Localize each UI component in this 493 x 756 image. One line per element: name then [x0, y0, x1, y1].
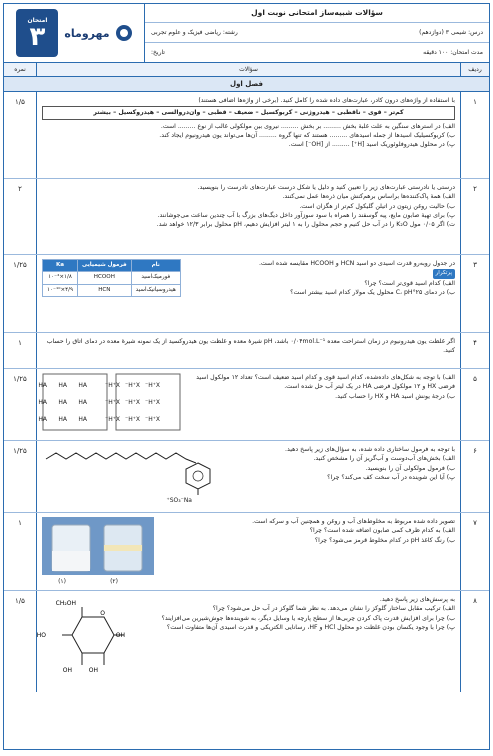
header-info [145, 4, 489, 62]
q8-part-b: ب) چرا برای افزایش قدرت پاک کردن چربی‌ها از سطح پارچه یا وسایل دیگر، به شوینده‌ها جوش‌شیرین می‌افزایند؟ [161, 614, 455, 622]
molecule-label: HA [38, 382, 47, 389]
q5-part-a: الف) با توجه به شکل‌های داده‌شده، کدام اسید قوی و کدام اسید ضعیف است؟ تعداد ۱۲ مولکول اسید فرضی HX و ۱۲ مولکول فرضی HA در یک لیتر آب حل شده است. [196, 374, 455, 391]
q7-part-b: ب) رنگ کاغذ pH در کدام مخلوط قرمز می‌شود؟ چرا؟ [314, 536, 455, 544]
q4-text: اگر غلظت یون هیدرونیوم در زمان استراحت معده ۰/۰۴mol.L⁻¹ باشد، pH شیرهٔ معده و غلظت یون هیدروکسید از یک نمونه شیرهٔ معده در دمای اتاق را حساب کنید. [46, 338, 455, 355]
question-score: ۱ [4, 333, 37, 368]
question-2 [4, 179, 489, 255]
molecule-label: H⁺X⁻ [125, 416, 140, 423]
ha-molecules [38, 382, 88, 423]
duration-label: مدت امتحان: ۱۰۰ دقیقه [423, 49, 483, 56]
q2-part-c: پ) برای تهیهٔ صابون مایع، پیه گوسفند را همراه با سود سوزآور داخل دیگ‌های بزرگ با آب چندین ساعت می‌جوشانند. [157, 211, 455, 219]
question-number: ۲ [460, 179, 489, 254]
q7-part-a: الف) به کدام ظرف کمی صابون اضافه شده است؟ چرا؟ [309, 527, 455, 535]
brand-logo-icon [116, 25, 132, 41]
frequent-badge: پرتکرار [433, 269, 455, 278]
q6-part-c: پ) آیا این شوینده در آب سخت کف می‌کند؟ چرا؟ [327, 473, 455, 481]
q2-part-a: الف) همهٔ پاک‌کننده‌ها براساس برهم‌کنش میان ذره‌ها عمل نمی‌کنند. [282, 193, 455, 201]
molecule-label: H⁺X⁻ [125, 382, 140, 389]
field-label: رشته: ریاضی فیزیک و علوم تجربی [151, 29, 238, 36]
brand-block [4, 4, 145, 62]
pyranose-ring [72, 617, 114, 653]
col-num: ردیف [460, 63, 489, 76]
q6-part-b: ب) فرمول مولکولی آن را بنویسید. [365, 464, 455, 472]
alkyl-chain [46, 453, 196, 463]
column-headers [4, 63, 489, 77]
sulfonate-group: SO₃⁻Na⁺ [166, 497, 192, 504]
svg-text:CH₂OH: CH₂OH [55, 600, 76, 607]
molecule-label: H⁺X⁻ [125, 399, 140, 406]
col-score: نمره [4, 63, 37, 76]
molecule-label: H⁺X⁻ [145, 399, 160, 406]
q3-intro: در جدول روبه‌رو قدرت اسیدی دو اسید HCN و HCOOH مقایسه شده است. [258, 260, 455, 267]
molecule-label: HA [78, 399, 87, 406]
question-score: ۲ [4, 179, 37, 254]
table-header: نام [131, 260, 180, 272]
exam-word: امتحان [27, 16, 48, 24]
molecule-label: H⁺X⁻ [105, 382, 120, 389]
molecule-label: H⁺X⁻ [145, 416, 160, 423]
exam-number-badge [16, 9, 58, 57]
question-number: ۸ [460, 591, 489, 692]
question-score: ۱/۵ [4, 591, 37, 692]
question-score: ۱/۵ [4, 92, 37, 178]
table-row: فورمیک‌اسید HCOOH ۱/۸×۱۰⁻⁴ [43, 272, 181, 284]
molecule-label: HA [38, 399, 47, 406]
word-box: کم‌تر – قوی – ناقطبی – هیدروژنی – کربوکسیل – ضعیف – قطبی – وان‌دروالسی – هیدروکسیل – بیشتر [42, 106, 455, 119]
q1-part-a: الف) در استرهای سنگین به علت غلبهٔ بخش ......... بر بخش ......... نیروی بین مولکولی غالب از نوع ......... است. [160, 122, 455, 130]
molecule-label: HA [38, 416, 47, 423]
q1-intro: با استفاده از واژه‌های درون کادر، عبارت‌های داده شده را کامل کنید. (برخی از واژه‌ها اضافی هستند) [198, 97, 455, 104]
q8-intro: به پرسش‌های زیر پاسخ دهید. [379, 596, 455, 603]
q3-part-a: الف) کدام اسید قوی‌تر است؟ چرا؟ [364, 279, 455, 287]
question-score: ۱/۲۵ [4, 369, 37, 440]
molecule-label: H⁺X⁻ [105, 399, 120, 406]
question-number: ۵ [460, 369, 489, 440]
svg-text:HO: HO [36, 632, 46, 639]
q5-part-b: ب) درجهٔ یونش اسید HA و HX را حساب کنید. [335, 392, 455, 400]
page-title: سؤالات شبیه‌ساز امتحانی نوبت اول [145, 4, 489, 23]
table-row: هیدروسیانیک‌اسید HCN ۴/۹×۱۰⁻¹⁰ [43, 284, 181, 296]
molecule-label: HA [58, 399, 67, 406]
q2-intro: درستی یا نادرستی عبارت‌های زیر را تعیین کنید و دلیل یا شکل درست عبارت‌های نادرست را بنویسید. [197, 184, 455, 191]
hx-ions [105, 382, 160, 423]
q6-part-a: الف) بخش‌های آب‌دوست و آب‌گریز آن را مشخص کنید. [313, 455, 455, 463]
question-number: ۴ [460, 333, 489, 368]
glass-label-2: (۲) [110, 578, 118, 585]
molecule-label: HA [58, 382, 67, 389]
mixtures-photo [42, 517, 154, 585]
detergent-structure [42, 445, 227, 505]
question-4 [4, 333, 489, 369]
q3-part-b: ب) در دمای ۲۵°C، pH محلول یک مولار کدام اسید بیشتر است؟ [290, 288, 455, 296]
molecule-label: HA [78, 382, 87, 389]
q8-part-c: پ) چرا با وجود یکسان بودن غلظت دو محلول HCl و HF، رسانایی الکتریکی و قدرت اسیدی آن‌ها متفاوت است؟ [166, 623, 455, 631]
svg-text:OH: OH [115, 632, 125, 639]
question-7 [4, 513, 489, 591]
q2-part-b: ب) حالیت روغن زیتون در اتیلن گلیکول کم‌تر از هگزان است. [299, 202, 455, 210]
beaker-ha [43, 374, 107, 430]
lesson-label: درس: شیمی ۳ (دوازدهم) [419, 29, 483, 36]
q7-intro: تصویر داده شده مربوط به مخلوط‌های آب و روغن و همچنین آب و سرکه است. [252, 518, 455, 525]
molecule-label: HA [78, 416, 87, 423]
q6-intro: با توجه به فرمول ساختاری داده شده، به سؤال‌های زیر پاسخ دهید. [285, 446, 455, 453]
molecule-label: H⁺X⁻ [105, 416, 120, 423]
question-score: ۱/۲۵ [4, 255, 37, 332]
exam-sheet [3, 3, 490, 750]
col-questions: سؤالات [239, 66, 258, 73]
svg-text:O: O [100, 610, 105, 617]
acid-molecules-diagram [38, 373, 182, 431]
q1-part-b: ب) کربوکسیلیک اسیدها از جمله اسیدهای ......... هستند که تنها گروه ......... آن‌ها می‌تواند یون هیدرونیوم ایجاد کند. [159, 131, 455, 139]
question-number: ۷ [460, 513, 489, 590]
question-number: ۳ [460, 255, 489, 332]
q8-part-a: الف) ترکیب مقابل ساختار گلوکز را نشان می‌دهد. به نظر شما گلوکز در آب حل می‌شود؟ چرا؟ [212, 605, 455, 613]
question-score: ۱/۲۵ [4, 441, 37, 512]
question-number: ۱ [460, 92, 489, 178]
molecule-label: H⁺X⁻ [145, 382, 160, 389]
molecule-label: HA [58, 416, 67, 423]
question-8 [4, 591, 489, 692]
benzene-ring [186, 463, 210, 489]
question-score: ۱ [4, 513, 37, 590]
question-5 [4, 369, 489, 441]
svg-text:OH: OH [88, 667, 98, 674]
glucose-structure [36, 595, 138, 685]
brand-name: مهروماه [64, 26, 110, 40]
table-header: Ka [43, 260, 78, 272]
question-6 [4, 441, 489, 513]
question-number: ۶ [460, 441, 489, 512]
date-label: تاریخ: [151, 49, 165, 56]
svg-text:OH: OH [62, 667, 72, 674]
q1-part-c: پ) در محلول هیدروفلوئوریک اسید [H⁺] ......... از [OH⁻] است. [288, 141, 455, 149]
question-3 [4, 255, 489, 333]
glass-label-1: (۱) [58, 578, 66, 585]
table-header: فرمول شیمیایی [78, 260, 132, 272]
section-title: فصل اول [4, 77, 489, 92]
q2-part-d: ت) اگر ۰/۰۵ مول K₂O را در آب حل کنیم و حجم محلول را به ۱ لیتر افزایش دهیم، pH محلول برابر ۱۲/۳ خواهد شد. [156, 221, 455, 229]
exam-header [4, 4, 489, 63]
exam-number: ۳ [29, 21, 46, 52]
question-1 [4, 92, 489, 179]
ka-table [42, 259, 181, 297]
